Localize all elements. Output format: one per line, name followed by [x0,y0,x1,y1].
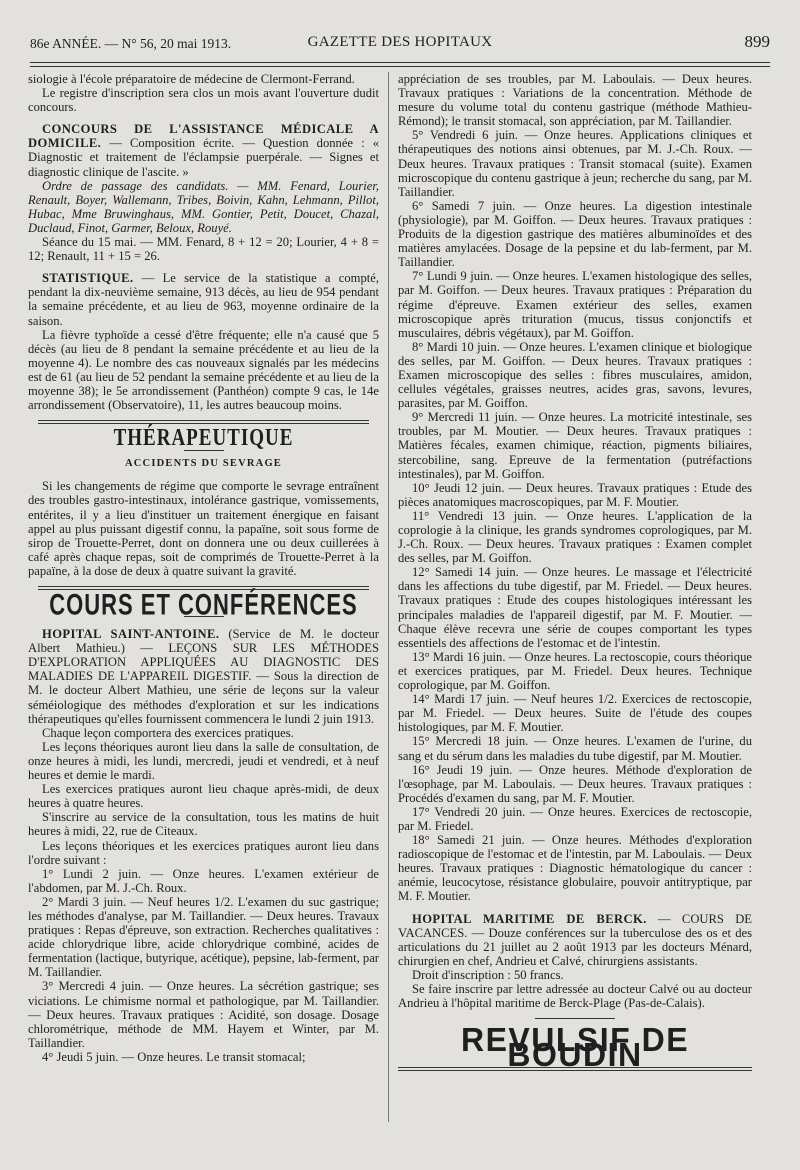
section-divider [38,420,369,424]
list-item: 14° Mardi 17 juin. — Neuf heures 1/2. Exercices de rectoscopie, par M. Friedel. — Deux heures. Suite de l'étude des coupes histologiques, par M. F. Moutier. [398,692,752,735]
list-item: 17° Vendredi 20 juin. — Onze heures. Exercices de rectoscopie, par M. Friedel. [398,804,752,833]
concours-text: — Composition écrite. — Question donnée : « Diagnostic et traitement de l'éclampsie puerpérale. — Signes et diagnostic clinique de l'ascite. » [28,136,379,179]
list-item: 13° Mardi 16 juin. — Onze heures. La rectoscopie, cours théorique et exercices pratiques, par M. Friedel. Deux heures. Technique coprologique, par M. Goiffon. [398,649,752,693]
page-header [30,34,770,56]
hopital-text: (Service de M. le docteur Albert Mathieu.) — LEÇONS SUR LES MÉTHODES D'EXPLORATION APPLIQUÉES AU DIAGNOSTIC DES MALADIES DE L'APPAREIL DIGESTIF. — Sous la direction de M. le docteur Albert Mathieu, une série de leçons sur la valeur séméiologique des méthodes d'exploration et sur les indications thérapeutiques qu'elles fournissent commencera le lundi 2 juin 1913. [28,627,379,726]
hopital-heading: HOPITAL SAINT-ANTOINE. [42,627,220,642]
paragraph: Se faire inscrire par lettre adressée au docteur Calvé ou au docteur Andrieu à l'hôpital maritime de Berck-Plage (Pas-de-Calais). [398,982,752,1011]
paragraph: S'inscrire au service de la consultation, tous les matins de huit heures à midi, 22, rue de Citeaux. [28,810,379,839]
paragraph: Chaque leçon comportera des exercices pratiques. [42,725,294,740]
berck-paragraph [398,912,752,968]
paragraph: Si les changements de régime que comporte le sevrage entraînent des troubles gastro-intestinaux, intolérance gastrique, vomissements, entérites, il y a lieu d'instituer un traitement énergique en faisant appel au plus puissant digestif connu, la papaïne, soit sous forme de sirop de Trouette-Perret, dont on donnera une ou deux cuillerées à café après chaque repas, soit de comprimés de Trouette-Perret à la papaïne, à la dose de deux à quatre suivant la gravité. [28,479,379,578]
statistique-text: — Le service de la statistique a compté, pendant la dix-neuvième semaine, 913 décès, au lieu de 954 pendant la semaine précédente, et au lieu de 963, moyenne ordinaire de la saison. [28,271,379,328]
statistique-paragraph [28,271,379,327]
list-item: 10° Jeudi 12 juin. — Deux heures. Travaux pratiques : Etude des pièces anatomiques macroscopiques, par M. F. Moutier. [398,480,752,509]
concours-paragraph [28,122,379,178]
list-item: 16° Jeudi 19 juin. — Onze heures. Méthode d'exploration de l'œsophage, par M. Laboulais. — Deux heures. Travaux pratiques : Procédés d'examen du sang, par M. F. Moutier. [398,762,752,805]
list-item: 7° Lundi 9 juin. — Onze heures. L'examen histologique des selles, par M. Goiffon. — Deux heures. Travaux pratiques : Préparation du régime d'épreuve. Examen extérieur des selles, examen microscopique après trituration (mucus, tissus conjonctifs et musculaires, débris végétaux), par M. Goiffon. [398,269,752,340]
list-item: 15° Mercredi 18 juin. — Onze heures. L'examen de l'urine, du sang et du sérum dans les maladies du tube digestif, par M. Moutier. [398,734,752,763]
hopital-paragraph [28,627,379,726]
list-item: 9° Mercredi 11 juin. — Onze heures. La motricité intestinale, ses troubles, par M. Moutier. — Deux heures. Travaux pratiques : Matières fécales, examen chimique, réaction, pigments biliaires, stercobiline, sang. Epreuve de la fermentation (putréfactions intestinales), par M. Goiffon. [398,410,752,481]
list-item: 11° Vendredi 13 juin. — Onze heures. L'application de la coprologie à la clinique, les grands syndromes coprologiques, par M. J.-Ch. Roux. — Deux heures. Travaux pratiques : Examen complet des selles, par M. Goiffon. [398,508,752,566]
list-item: 12° Samedi 14 juin. — Onze heures. Le massage et l'électricité dans les affections du tube digestif, par M. Friedel. — Deux heures. Travaux pratiques : Etude des coupes histologiques intéressant les principales maladies de l'appareil digestif, par M. F. Moutier. — Chaque élève recevra une série de coupes comportant les types essentiels des affections de l'estomac et de l'intestin. [398,565,752,650]
header-rule [30,62,770,63]
list-item: 6° Samedi 7 juin. — Onze heures. La digestion intestinale (physiologie), par M. Goiffon. — Deux heures. Travaux pratiques : Produits de la digestion gastrique des matières albuminoïdes et des matières amylacées. Dosage de la pepsine et du lab-ferment, par M. Taillandier. [398,198,752,270]
short-rule [535,1018,615,1019]
column-separator [388,72,389,1122]
left-column [28,72,379,1132]
paragraph: Le registre d'inscription sera clos un mois avant l'ouverture dudit concours. [28,86,379,115]
paragraph: Les leçons théoriques auront lieu dans la salle de consultation, de onze heures à midi, les lundi, mercredi, jeudi et vendredi, et à neuf heures et demie le mardi. [28,739,379,783]
list-item: 8° Mardi 10 juin. — Onze heures. L'examen clinique et biologique des selles, par M. Goiffon. — Deux heures. Travaux pratiques : Examen microscopique des selles : fibres musculaires, amidon, cellules végétales, graisses neutres, acides gras, savons, levures, parasites, par M. Goiffon. [398,339,752,411]
berck-heading: HOPITAL MARITIME DE BERCK. [412,911,647,926]
right-column [398,72,752,1132]
list-item: 5° Vendredi 6 juin. — Onze heures. Applications cliniques et thérapeutiques des notions ainsi obtenues, par M. J.-Ch. Roux. — Deux heures. Travaux pratiques : Transit stomacal (suite). Examen microscopique du contenu gastrique à jeun; recherche du sang, par M. Taillandier. [398,128,752,199]
paragraph: Ordre de passage des candidats. — MM. Fenard, Lourier, Renault, Boyer, Wallemann, Tribes, Boivin, Kahn, Lehmann, Pillot, Hubac, Mme Bruwinghaus, MM. Gontier, Petit, Doucet, Chazal, Duclaud, Finot, Garmer, Beloux, Rouyé. [28,178,379,235]
list-item: 18° Samedi 21 juin. — Onze heures. Méthodes d'exploration radioscopique de l'estomac et de l'intestin, par M. Laboulais. — Deux heures. Travaux pratiques : Diagnostic hématologique du cancer : anémie, leucocytose, résistance globulaire, pouvoir antitryptique, par M. F. Moutier. [398,833,752,904]
list-item: 3° Mercredi 4 juin. — Onze heures. La sécrétion gastrique; ses viciations. Le chimisme normal et pathologique, par M. Taillandier. — Deux heures. Travaux pratiques : Acidité, son dosage. Dosage chlorométrique, méthode de MM. Hayem et Winter, par M. Taillandier. [28,979,379,1050]
section-title-cours: COURS ET CONFÉRENCES [49,587,358,622]
list-item: 1° Lundi 2 juin. — Onze heures. L'examen extérieur de l'abdomen, par M. J.-Ch. Roux. [28,866,379,895]
subsection-title: ACCIDENTS DU SEVRAGE [124,458,283,470]
statistique-heading: STATISTIQUE. [42,271,134,286]
list-item: 2° Mardi 3 juin. — Neuf heures 1/2. L'examen du suc gastrique; les méthodes d'analyse, par M. Taillandier. — Deux heures. Travaux pratiques : Repas d'épreuve, son extraction. Recherches qualitatives : acide chlorydrique libre, acide chlorydrique combiné, acides de fermentation (lactique, butyrique, acétique), pepsine, lab-ferment, par M. Taillandier. [28,894,379,980]
paragraph: Les exercices pratiques auront lieu chaque après-midi, de deux heures à quatre heures. [28,782,379,811]
paragraph: La fièvre typhoïde a cessé d'être fréquente; elle n'a causé que 5 décès (au lieu de 8 pendant la semaine précédente et au lieu de la moyenne 4). Le nombre des cas nouveaux signalés par les médecins est de 61 (au lieu de 52 pendant la semaine précédente et au lieu de la moyenne 38); le 5e arrondissement (Panthéon) compte 9 cas, le 14e arrondissement (Observatoire), 11, les autres beaucoup moins. [28,327,379,413]
section-title-therapeutique: THÉRAPEUTIQUE [113,425,294,452]
issue-info: 86e ANNÉE. — N° 56, 20 mai 1913. [30,36,232,51]
berck-text: — COURS DE VACANCES. — Douze conférences sur la tuberculose des os et des articulations du 21 juillet au 2 août 1913 par les docteurs Ménard, chirurgien en chef, Andrieu et Calvé, chirurgiens assistants. [398,911,752,968]
concours-heading: CONCOURS DE L'ASSISTANCE MÉDICALE A DOMICILE. [28,122,379,151]
list-item: 4° Jeudi 5 juin. — Onze heures. Le transit stomacal; [42,1049,306,1064]
header-rule-thin [30,66,770,67]
journal-title: GAZETTE DES HOPITAUX [307,34,493,50]
paragraph: Droit d'inscription : 50 francs. [412,967,564,982]
paragraph: siologie à l'école préparatoire de médecine de Clermont-Ferrand. [28,72,355,86]
paragraph: Les leçons théoriques et les exercices pratiques auront lieu dans l'ordre suivant : [28,838,379,867]
page-number: 899 [744,32,770,51]
paragraph: appréciation de ses troubles, par M. Laboulais. — Deux heures. Travaux pratiques : Variations de la concentration. Méthode de mesure du volume total du contenu gastrique (méthode Mathieu-Rémond); le transit stomacal, son appréciation, par M. Taillandier. [398,72,752,129]
advertisement: REVULSIF DE BOUDIN [460,1020,690,1074]
paragraph: Séance du 15 mai. — MM. Fenard, 8 + 12 = 20; Lourier, 4 + 8 = 12; Renault, 11 + 15 = 26. [28,235,379,264]
